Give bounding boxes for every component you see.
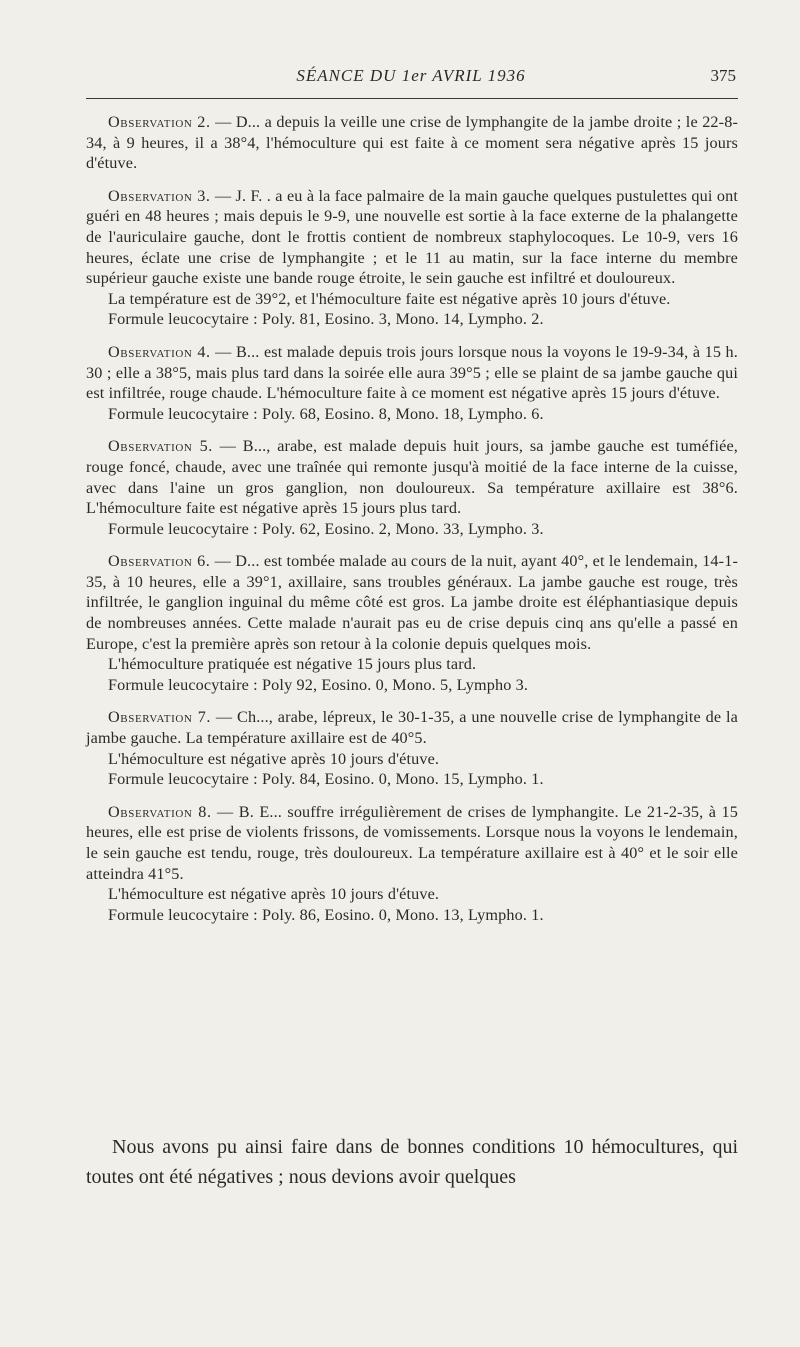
observation-lead: Observation 2. bbox=[108, 113, 211, 131]
page-header bbox=[86, 64, 736, 92]
observation-text: — B..., arabe, est malade depuis huit jours, sa jambe gauche est tuméfiée, rouge foncé, chaude, avec une traînée qui remonte jusqu'à moitié de la face interne de la cuisse, avec dans l'aine un gros ganglion, non douloureux. Sa température axillaire est 38°6. L'hémoculture faite est négative après 15 jours plus tard. bbox=[86, 437, 738, 518]
observation-paragraph bbox=[86, 707, 738, 748]
observation-text: L'hémoculture pratiquée est négative 15 jours plus tard. bbox=[108, 655, 477, 674]
observation-paragraph bbox=[86, 186, 738, 289]
leucocyte-formula: Formule leucocytaire : Poly. 86, Eosino. 0, Mono. 13, Lympho. 1. bbox=[108, 905, 544, 924]
observation-8 bbox=[86, 802, 738, 926]
observation-lead: Observation 3. bbox=[108, 186, 211, 205]
observation-text: — B. E... souffre irrégulièrement de crises de lymphangite. Le 21-2-35, à 15 heures, elle est prise de violents frissons, de vomissements. Lorsque nous la voyons le lendemain, le sein gauche est tendu, rouge, très douloureux. La température axillaire est à 40° et le soir elle atteindra 41°5. bbox=[86, 802, 738, 883]
observation-lead: Observation 8. bbox=[108, 802, 212, 821]
leucocyte-formula: Formule leucocytaire : Poly. 68, Eosino. 8, Mono. 18, Lympho. 6. bbox=[108, 404, 544, 423]
header-rule bbox=[86, 98, 738, 99]
observation-text: — D... a depuis la veille une crise de lymphangite de la jambe droite ; le 22-8-34, à 9 heures, il a 38°4, l'hémoculture qui est faite à ce moment sera négative après 15 jours d'étuve. bbox=[86, 113, 739, 173]
page-number: 375 bbox=[710, 66, 736, 85]
observation-paragraph bbox=[86, 436, 738, 518]
running-title: SÉANCE DU 1er AVRIL 1936 bbox=[296, 66, 526, 85]
observation-lead: Observation 4. bbox=[108, 342, 211, 361]
observation-text: — D... est tombée malade au cours de la nuit, ayant 40°, et le lendemain, 14-1-35, à 10 heures, elle a 39°1, axillaire, sans troubles généraux. La jambe gauche est rouge, très infiltrée, le ganglion inguinal du même côté est gros. La jambe droite est éléphantiasique depuis de nombreuses années. Cette malade n'aurait pas eu de crise depuis cinq ans qu'elle a passé en Europe, c'est la première après son retour à la colonie depuis quelques mois. bbox=[86, 552, 739, 653]
observation-4 bbox=[86, 342, 738, 424]
observation-lead: Observation 5. bbox=[108, 437, 213, 456]
observation-lead: Observation 7. bbox=[108, 708, 212, 727]
closing-text: Nous avons pu ainsi faire dans de bonnes conditions 10 hémocultures, qui toutes ont été négatives ; nous devions avoir quelques bbox=[86, 1136, 738, 1188]
observation-text: L'hémoculture est négative après 10 jours d'étuve. bbox=[108, 885, 440, 904]
observation-text: La température est de 39°2, et l'hémoculture faite est négative après 10 jours d'étuve. bbox=[108, 289, 671, 308]
observation-6 bbox=[86, 551, 738, 695]
leucocyte-formula: Formule leucocytaire : Poly. 84, Eosino. 0, Mono. 15, Lympho. 1. bbox=[108, 770, 544, 789]
observation-paragraph bbox=[86, 112, 738, 174]
closing-paragraph bbox=[86, 1132, 738, 1192]
observation-text: — J. F. . a eu à la face palmaire de la main gauche quelques pustulettes qui ont guéri en 48 heures ; mais depuis le 9-9, une nouvelle est sortie à la face externe de la phalangette de l'auriculaire gauche, dont le frottis contient de nombreux staphylocoques. Le 10-9, vers 16 heures, éclate une crise de lymphangite ; et le 11 au matin, sur la face interne du membre supérieur gauche existe une bande rouge étroite, le sein gauche est infiltré et douloureux. bbox=[86, 186, 739, 288]
observation-3 bbox=[86, 186, 738, 330]
observations-body bbox=[86, 112, 738, 937]
observation-text: — B... est malade depuis trois jours lorsque nous la voyons le 19-9-34, à 15 h. 30 ; elle a 38°5, mais plus tard dans la soirée elle aura 39°5 ; elle se plaint de sa jambe gauche qui est infiltrée, rouge chaude. L'hémoculture faite à ce moment est négative après 15 jours d'étuve. bbox=[86, 342, 738, 403]
leucocyte-formula: Formule leucocytaire : Poly 92, Eosino. 0, Mono. 5, Lympho 3. bbox=[108, 675, 529, 694]
observation-7 bbox=[86, 707, 738, 789]
observation-lead: Observation 6. bbox=[108, 552, 211, 571]
observation-text: — Ch..., arabe, lépreux, le 30-1-35, a une nouvelle crise de lymphangite de la jambe gauche. La température axillaire est de 40°5. bbox=[86, 708, 738, 748]
leucocyte-formula: Formule leucocytaire : Poly. 81, Eosino. 3, Mono. 14, Lympho. 2. bbox=[108, 310, 544, 329]
observation-text: L'hémoculture est négative après 10 jours d'étuve. bbox=[108, 749, 440, 768]
leucocyte-formula: Formule leucocytaire : Poly. 62, Eosino. 2, Mono. 33, Lympho. 3. bbox=[108, 519, 544, 538]
observation-5 bbox=[86, 436, 738, 539]
observation-paragraph bbox=[86, 342, 738, 404]
observation-paragraph bbox=[86, 802, 738, 884]
observation-2 bbox=[86, 112, 738, 174]
observation-paragraph bbox=[86, 551, 738, 654]
